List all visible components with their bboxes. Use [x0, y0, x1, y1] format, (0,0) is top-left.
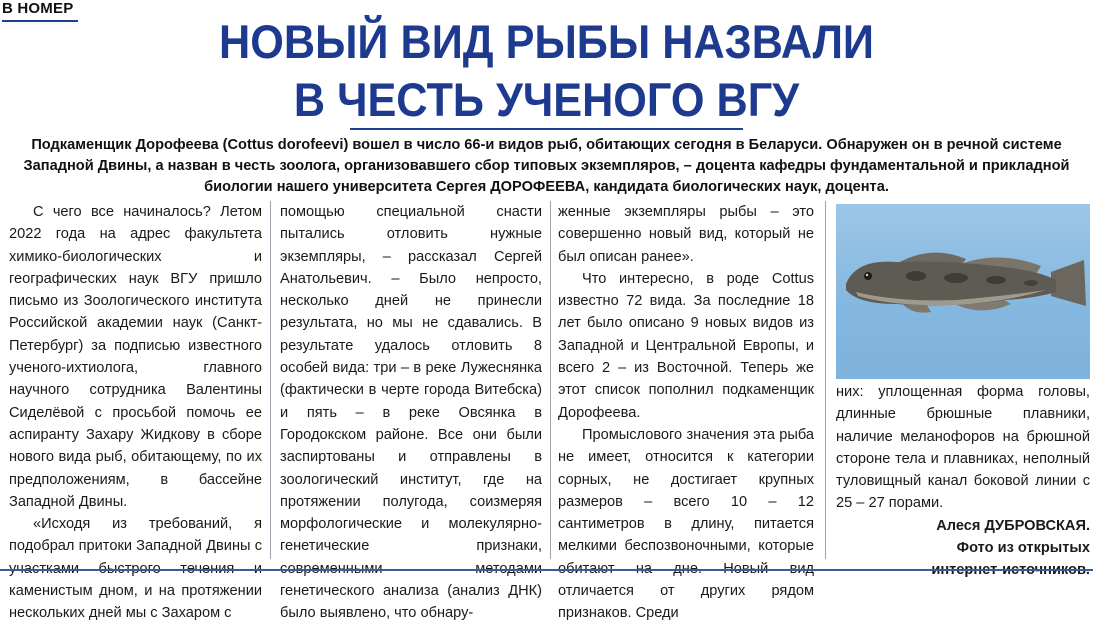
bottom-rule [0, 569, 1093, 571]
photo-credit: Фото из открытых [956, 540, 1090, 557]
fish-icon [836, 204, 1090, 379]
headline-underline [350, 128, 743, 130]
article-lead: Подкаменщик Дорофеева (Cottus dorofeevi) вошел в число 66-и видов рыб, обитающих сегодня в Беларуси. Обнаружен он в речной системе Западной Двины, а назван в честь зоолога, организовавшего сбор типовых экземпляров, – доцента кафедры фундаментальной и прикладной биологии нашего университета Сергея ДОРОФЕЕВА, кандидата биологических наук, доцента. [23, 137, 1070, 195]
column-divider [825, 201, 826, 559]
rubric-label: В НОМЕР [2, 0, 74, 17]
column-1 [9, 201, 262, 625]
column-divider [550, 201, 551, 559]
fish-photo [836, 204, 1090, 379]
column-4 [836, 381, 1090, 582]
paragraph: «Исходя из требований, я подобрал притоки Западной Двины с каменистым дном, и на протяжении нескольких дней мы с Захаром с [9, 516, 262, 622]
column-2 [280, 201, 542, 625]
paragraph: Что интересно, в роде Cottus известно 72 вида. За последние 18 лет было описано 9 новых видов из Западной и Центральной Европы, и всего 2 – из Восточной. Теперь же этот список пополнил подкаменщик Дорофеева. [558, 270, 814, 421]
paragraph: женные экземпляры рыбы – это совершенно новый вид, который не был описан ранее». [558, 204, 814, 265]
paragraph: помощью специальной снасти пытались отловить нужные экземпляры, – рассказал Сергей Анатольевич. – Было непросто, несколько дней не принесли результата, но мы не сдавались. В результате удалось отловить 8 особей вида: три – в реке Лужеснянка (фактически в черте города Витебска) и пять – в реке Овсянка в Городокском районе. Все они были заспиртованы и отправлены в зоологический институт, где на протяжении полугода, соизмеряя морфологические и молекулярно-генетические признаки, генетического анализа (анализ ДНК) было выявлено, что обнару- [280, 204, 542, 622]
paragraph: Промыслового значения эта рыба не имеет, относится к категории сорных, не достигает крупных размеров – всего 10 – 12 сантиметров в длину, питается мелкими беспозвоночными, которые отличается от других рядом признаков. Среди [558, 426, 814, 622]
column-3 [558, 201, 814, 625]
column-divider [270, 201, 271, 559]
paragraph: них: уплощенная форма головы, длинные брюшные плавники, наличие меланофоров на брюшной стороне тела и плавниках, неполный туловищный канал боковой линии с 25 – 27 порами. [836, 384, 1090, 512]
headline-line-1: НОВЫЙ ВИД РЫБЫ НАЗВАЛИ [218, 15, 875, 68]
headline-line-2: В ЧЕСТЬ УЧЕНОГО ВГУ [293, 73, 800, 126]
author-signature: Алеся ДУБРОВСКАЯ. [936, 517, 1090, 534]
paragraph: С чего все начиналось? Летом 2022 года на адрес факультета химико-биологических и географических наук ВГУ пришло письмо из Зоологического института Российской академии наук (Санкт-Петербург) за подписью известного ученого-ихтиолога, главного научного сотрудника Валентины Сиделёвой с просьбой помочь ее аспиранту Захару Жидкову в сборе нового вида рыб, обитающему, по их предположениям, в бассейне Западной Двины. [9, 204, 262, 510]
